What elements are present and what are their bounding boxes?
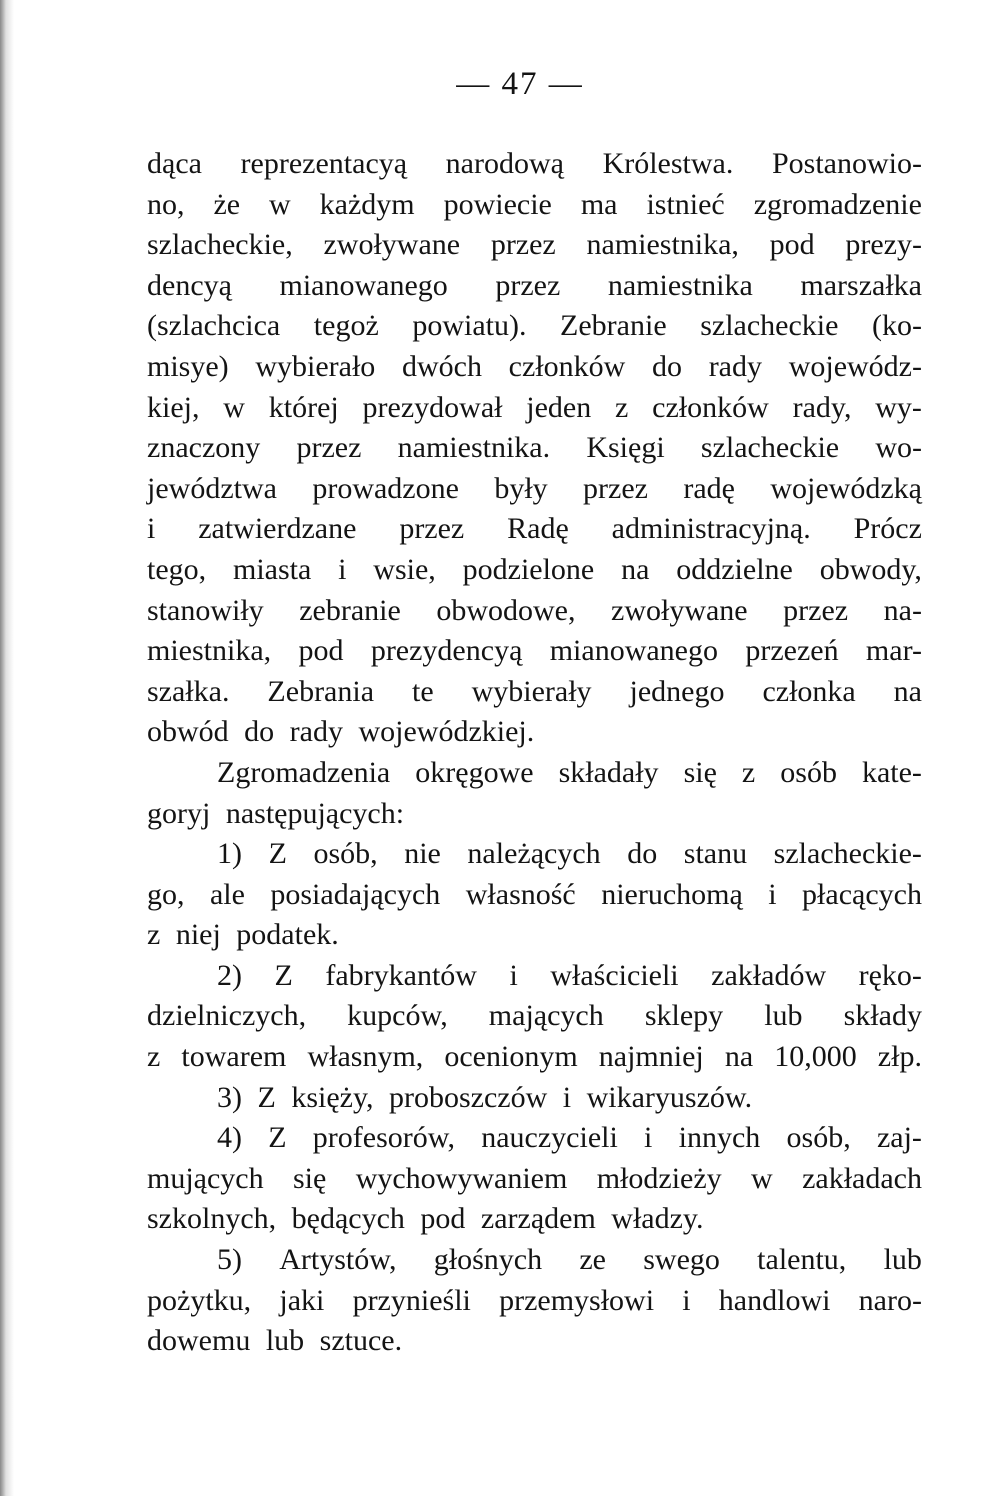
- text-line-paragraph-end: obwód do rady wojewódzkiej.: [147, 715, 535, 749]
- list-item-3-line: 3) Z księży, proboszczów i wikaryuszów.: [217, 1080, 753, 1114]
- list-item-1-line: go, ale posiadających własność nieruchomą i płacących: [147, 877, 922, 911]
- text-line: stanowiły zebranie obwodowe, zwoływane przez na-: [147, 593, 922, 627]
- text-line: jewództwa prowadzone były przez radę wojewódzką: [147, 471, 922, 505]
- text-line-paragraph-end: goryj następujących:: [147, 796, 405, 830]
- list-item-2-line: 2) Z fabrykantów i właścicieli zakładów ręko-: [217, 958, 922, 992]
- body-text: [147, 144, 922, 1362]
- text-line: (szlachcica tegoż powiatu). Zebranie szlacheckie (ko-: [147, 309, 922, 343]
- text-line: miestnika, pod prezydencyą mianowanego przezeń mar-: [147, 634, 922, 668]
- text-line-paragraph-start: Zgromadzenia okręgowe składały się z osób kate-: [217, 755, 922, 789]
- text-line: szałka. Zebrania te wybierały jednego członka na: [147, 674, 922, 708]
- text-line: znaczony przez namiestnika. Księgi szlacheckie wo-: [147, 431, 922, 465]
- list-item-4-line: 4) Z profesorów, nauczycieli i innych osób, zaj-: [217, 1121, 922, 1155]
- list-item-2-line: dzielniczych, kupców, mających sklepy lub składy: [147, 999, 922, 1033]
- text-line: i zatwierdzane przez Radę administracyjną. Prócz: [147, 512, 922, 546]
- text-line: dencyą mianowanego przez namiestnika marszałka: [147, 268, 922, 302]
- list-item-1-line: z niej podatek.: [147, 918, 339, 952]
- text-line: no, że w każdym powiecie ma istnieć zgromadzenie: [147, 187, 922, 221]
- list-item-2-line: z towarem własnym, ocenionym najmniej na 10,000 złp.: [147, 1040, 922, 1074]
- list-item-4-line: szkolnych, będących pod zarządem władzy.: [147, 1202, 704, 1236]
- list-item-5-line: dowemu lub sztuce.: [147, 1324, 403, 1358]
- text-line: szlacheckie, zwoływane przez namiestnika, pod prezy-: [147, 228, 922, 262]
- text-line: kiej, w której prezydował jeden z członków rady, wy-: [147, 390, 922, 424]
- text-line: tego, miasta i wsie, podzielone na oddzielne obwody,: [147, 552, 922, 586]
- list-item-5-line: pożytku, jaki przynieśli przemysłowi i handlowi naro-: [147, 1283, 922, 1317]
- list-item-1-line: 1) Z osób, nie należących do stanu szlacheckie-: [217, 837, 922, 871]
- page-binding-edge: [0, 0, 14, 1496]
- list-item-5-line: 5) Artystów, głośnych ze swego talentu, lub: [217, 1243, 922, 1277]
- text-line: misye) wybierało dwóch członków do rady wojewódz-: [147, 349, 922, 383]
- text-line: dąca reprezentacyą narodową Królestwa. Postanowio-: [147, 147, 922, 180]
- list-item-4-line: mujących się wychowywaniem młodzieży w zakładach: [147, 1161, 922, 1195]
- page-number-header: — 47 —: [456, 66, 584, 102]
